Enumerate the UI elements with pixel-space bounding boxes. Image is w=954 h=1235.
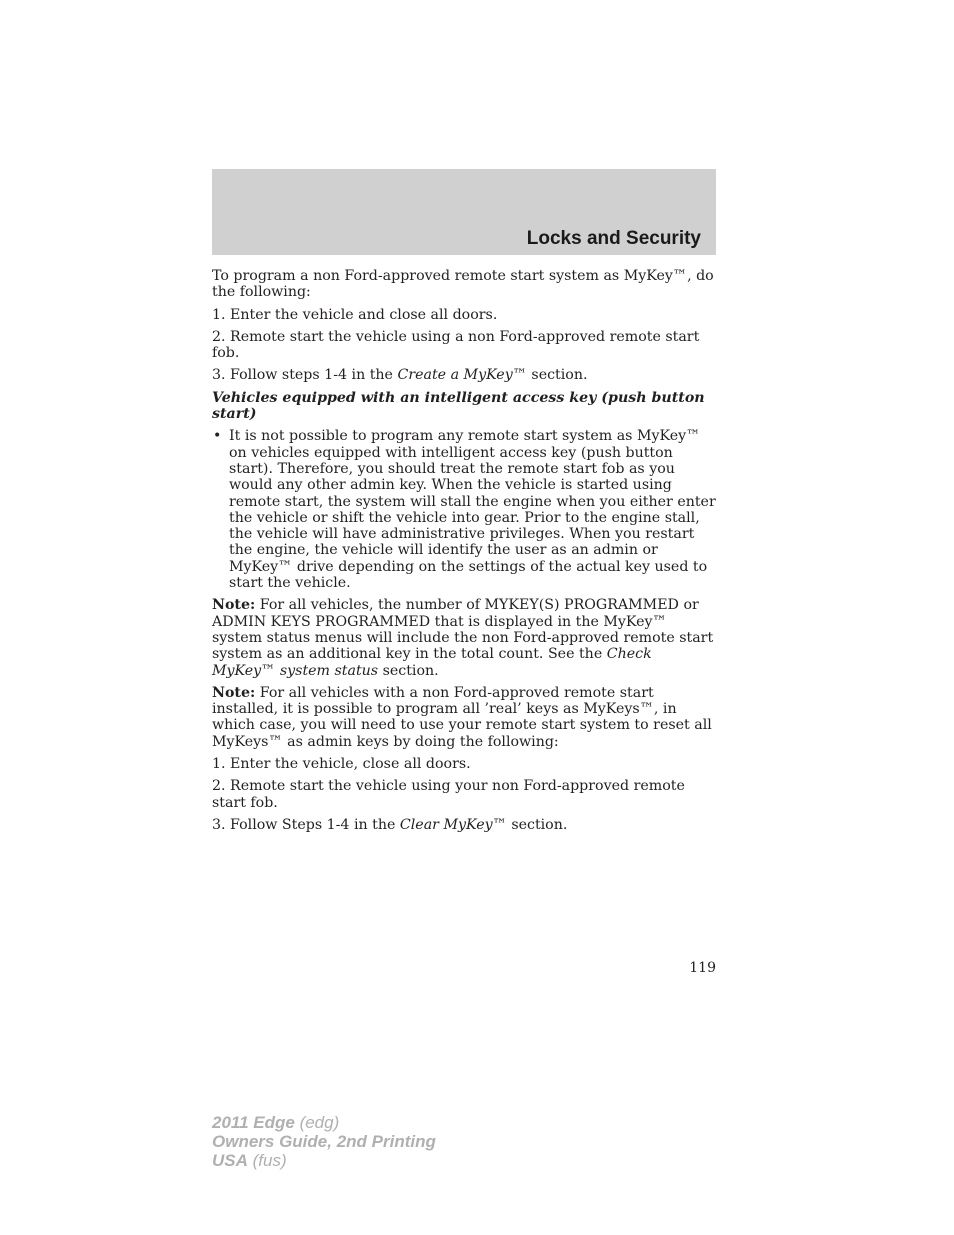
step-b-2: 2. Remote start the vehicle using your non Ford-approved remote start fob. (212, 778, 685, 811)
section-header (212, 169, 716, 255)
check-mykey-reference: Check MyKey™ system status (212, 646, 652, 679)
note-1-label: Note: (212, 597, 256, 614)
footer-guide: Owners Guide, 2nd Printing (212, 1132, 436, 1151)
footer-model: 2011 Edge (212, 1113, 295, 1132)
note-2 (212, 685, 716, 750)
subheading: Vehicles equipped with an intelligent access key (push button start) (212, 389, 705, 423)
footer-model-code: (edg) (294, 1113, 340, 1132)
clear-mykey-reference: Clear MyKey™ (399, 816, 507, 833)
step-a-3 (212, 367, 716, 383)
step-b-3-pre: 3. Follow Steps 1-4 in the (212, 816, 400, 833)
intro-paragraph: To program a non Ford-approved remote start system as MyKey™, do the following: (212, 268, 714, 301)
page-content (212, 268, 716, 839)
footer-market: USA (212, 1151, 248, 1170)
footer-line-3 (212, 1151, 436, 1170)
footer-line-2 (212, 1132, 436, 1151)
note-1-post: section. (378, 662, 439, 679)
footer-line-1 (212, 1113, 436, 1132)
bullet-dot: • (213, 428, 222, 445)
step-b-1: 1. Enter the vehicle, close all doors. (212, 756, 471, 773)
note-2-label: Note: (212, 684, 256, 701)
footer-market-code: (fus) (247, 1151, 287, 1170)
note-1-text: For all vehicles, the number of MYKEY(S) PROGRAMMED or ADMIN KEYS PROGRAMMED that is displayed in the MyKey™ system status menus will include the non Ford-approved remote start system as an additional key in the total count. See the (212, 597, 714, 663)
step-b-3-post: section. (506, 816, 568, 833)
step-a-3-post: section. (526, 367, 588, 384)
footer (212, 1113, 436, 1170)
note-2-text: For all vehicles with a non Ford-approved remote start installed, it is possible to program all ’real’ keys as MyKeys™, in which case, you will need to use your remote start system to reset all MyKeys™ as admin keys by doing the following: (212, 684, 712, 750)
step-a-3-pre: 3. Follow steps 1-4 in the (212, 367, 398, 384)
step-b-3 (212, 817, 716, 833)
section-title: Locks and Security (526, 228, 701, 249)
note-1 (212, 597, 716, 678)
bullet-text: It is not possible to program any remote start system as MyKey™ on vehicles equipped with intelligent access key (push button start). Therefore, you should treat the remote start fob as you would any other admin key. When the vehicle is started using remote start, the system will stall the engine when you either enter the vehicle or shift the vehicle into gear. Prior to the engine stall, the vehicle will have administrative privileges. When you restart the engine, the vehicle will identify the user as an admin or MyKey™ drive depending on the settings of the actual key used to start the vehicle. (229, 428, 716, 592)
step-a-2: 2. Remote start the vehicle using a non Ford-approved remote start fob. (212, 328, 700, 362)
step-a-1: 1. Enter the vehicle and close all doors. (212, 306, 498, 323)
page-number: 119 (689, 960, 716, 976)
bullet-item (212, 428, 716, 591)
create-mykey-reference: Create a MyKey™ (397, 367, 527, 384)
